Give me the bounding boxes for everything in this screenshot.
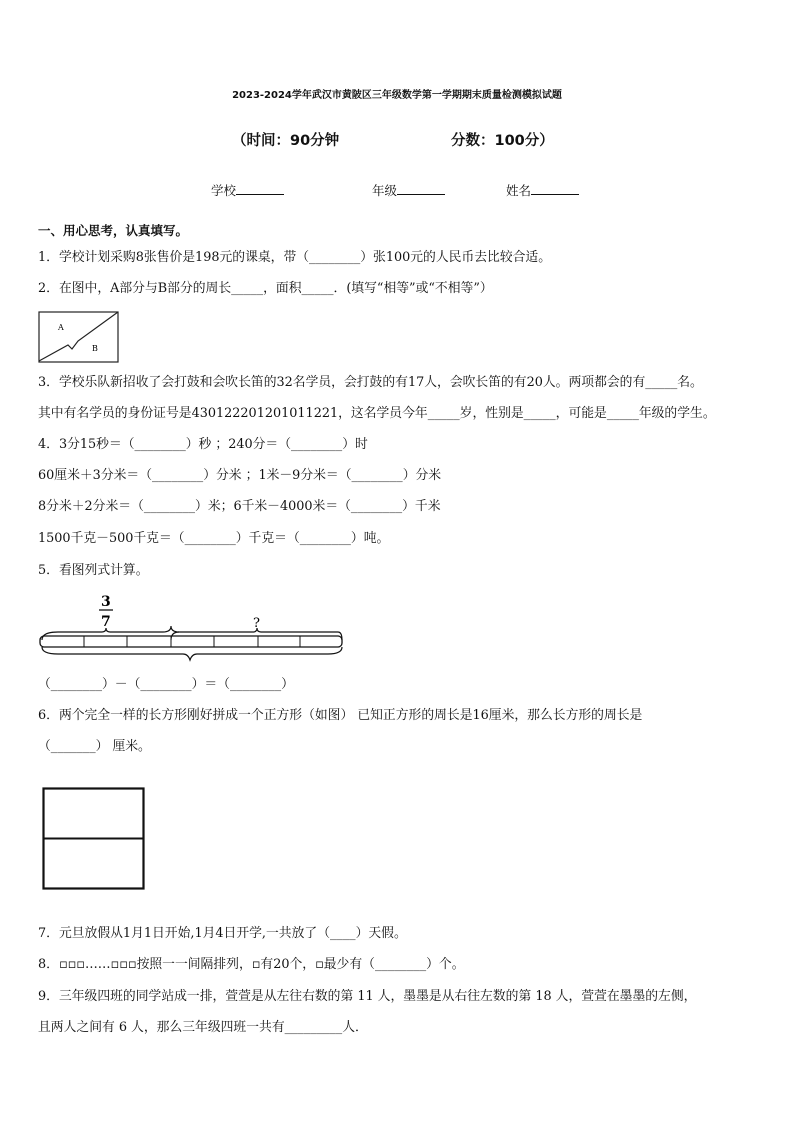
figure-q5-bar xyxy=(40,636,342,647)
figure-q5-question-mark: ? xyxy=(253,616,260,631)
question-1: 1．学校计划采购8张售价是198元的课桌，带（________）张100元的人民币去比较合适。 xyxy=(38,250,552,265)
name-field xyxy=(506,181,579,201)
school-label: 学校 xyxy=(211,183,237,198)
figure-q5-segment-diagram xyxy=(38,590,348,664)
question-5-answer: （________）－（________）＝（________） xyxy=(38,677,294,692)
exam-score: 分数：100分） xyxy=(451,133,554,149)
page-title: 2023-2024学年武汉市黄陂区三年级数学第一学期期末质量检测模拟试题 xyxy=(232,90,562,101)
figure-q2-rectangle xyxy=(38,311,120,363)
question-6-line-1: 6．两个完全一样的长方形刚好拼成一个正方形（如图） 已知正方形的周长是16厘米，那么长方形的周长是 xyxy=(38,708,643,723)
figure-q5-right-brace xyxy=(171,628,342,640)
school-field xyxy=(211,181,284,201)
question-3-line-2: 其中有名学员的身份证号是430122201201011221，这名学员今年_____岁，性别是_____，可能是_____年级的学生。 xyxy=(38,406,716,421)
figure-q5-bottom-brace xyxy=(42,647,342,660)
figure-q2-divider xyxy=(39,312,118,361)
school-blank[interactable] xyxy=(236,182,284,195)
section-heading: 一、用心思考，认真填写。 xyxy=(38,223,189,238)
grade-field xyxy=(372,181,445,201)
figure-q2-label-b: B xyxy=(92,344,98,353)
question-4-line-3: 8分米＋2分米＝（________）米；6千米－4000米＝（________）千米 xyxy=(38,499,441,514)
figure-q6-square xyxy=(42,787,146,891)
question-5: 5．看图列式计算。 xyxy=(38,563,149,578)
question-9-line-2: 且两人之间有 6 人，那么三年级四班一共有_________人． xyxy=(38,1020,368,1035)
question-2: 2．在图中，A部分与B部分的周长_____，面积_____．(填写“相等”或“不相等”） xyxy=(38,281,493,296)
question-8: 8．▫▫▫……▫▫▫按照一一间隔排列，▫有20个，▫最少有（________）个。 xyxy=(38,957,465,972)
figure-q5-fraction-denominator: 7 xyxy=(101,614,111,630)
figure-q5-fraction-numerator: 3 xyxy=(101,594,111,610)
exam-subtitle xyxy=(0,129,794,153)
name-blank[interactable] xyxy=(531,182,579,195)
question-4-line-1: 4．3分15秒＝（________）秒 ；240分＝（________）时 xyxy=(38,437,368,452)
question-3-line-1: 3．学校乐队新招收了会打鼓和会吹长笛的32名学员，会打鼓的有17人，会吹长笛的有20人。两项都会的有_____名。 xyxy=(38,375,703,390)
question-7: 7．元旦放假从1月1日开始,1月4日开学,一共放了（____）天假。 xyxy=(38,926,407,941)
grade-blank[interactable] xyxy=(397,182,445,195)
question-9-line-1: 9．三年级四班的同学站成一排，萱萱是从左往右数的第 11 人，墨墨是从右往左数的第 18 人，萱萱在墨墨的左侧， xyxy=(38,989,697,1004)
name-label: 姓名 xyxy=(506,183,532,198)
question-4-line-4: 1500千克－500千克＝（________）千克＝（________）吨。 xyxy=(38,531,390,546)
question-4-line-2: 60厘米＋3分米＝（________）分米 ；1米－9分米＝（________）分米 xyxy=(38,468,442,483)
exam-time: （时间：90分钟 xyxy=(232,133,340,149)
question-6-line-2: （_______） 厘米。 xyxy=(38,739,151,754)
grade-label: 年级 xyxy=(372,183,398,198)
figure-q2-label-a: A xyxy=(58,323,64,332)
